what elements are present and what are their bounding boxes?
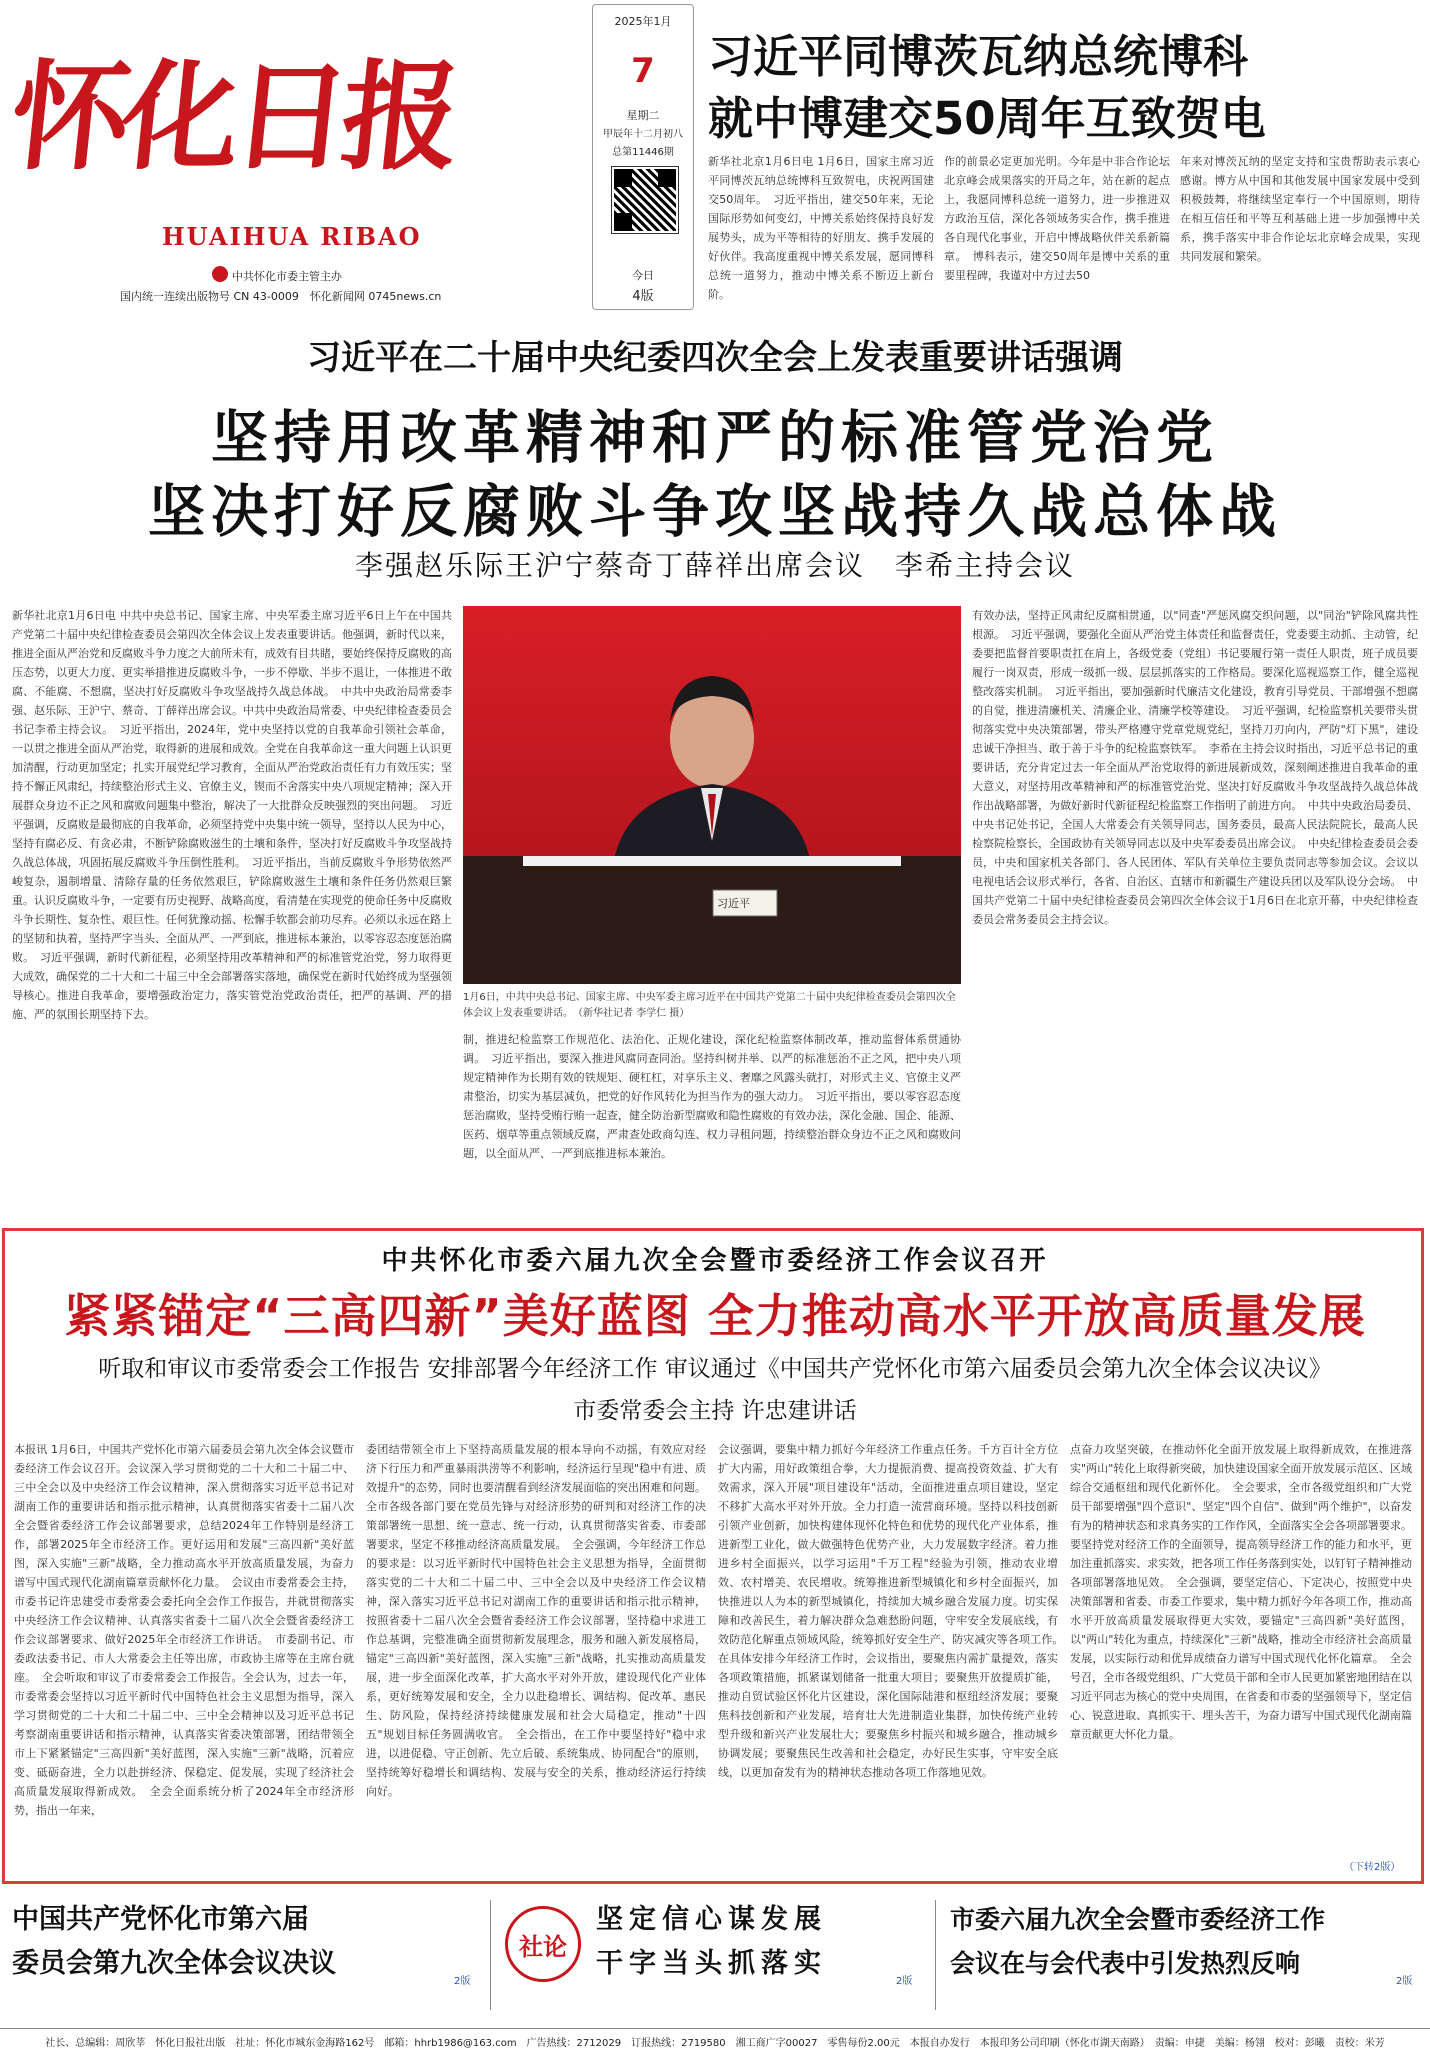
sponsor-logo-icon xyxy=(212,266,228,282)
teaser-2-page[interactable]: 2版 xyxy=(896,1976,913,1987)
teaser-2-line2: 干字当头抓落实 xyxy=(596,1948,827,1979)
local-column-1: 本报讯 1月6日，中国共产党怀化市第六届委员会第九次全体会议暨市委经济工作会议召开。会议深入学习贯彻党的二十大和二十届二中、三中全会以及中央经济工作会议精神，深入贯彻落实习近平总书记对湖南工作的重要讲话和指示批示精神，认真贯彻落实省委十二届八次全会暨省委经济工作会议部署要求，总结2024年工作特别是经济工作，部署2025年全市经济工作。更好运用和发展"三高四新"美好蓝图，深入实施"三新"战略，全力推动高水平开放高质量发展，为奋力谱写中国式现代化湖南篇章贡献怀化力量。 会议由市委常委会主持，市委书记许忠建受市委常委会委托向全会作工作报告，并就贯彻落实中央经济工作会议精神、认真落实省委十二届八次全会暨省委经济工作会议部署要求、做好2025年全市经济工作讲话。 市委副书记、市委政法委书记、市人大常委会主任等出席，市政协主席等在主席台就座。 全会听取和审议了市委常委会工作报告。全会认为，过去一年，市委常委会坚持以习近平新时代中国特色社会主义思想为指导，深入学习贯彻党的二十大和二十届二中、三中全会精神以及习近平总书记考察湖南重要讲话和指示精神，认真落实省委决策部署，团结带领全市上下紧紧锚定"三高四新"美好蓝图，深入实施"三新"战略，沉着应变、砥砺奋进，全力以赴拼经济、保稳定、促发展，实现了经济社会高质量发展取得新成效。 全会全面系统分析了2024年全市经济形势，指出一年来， xyxy=(14,1443,354,1817)
pages-label: 今日 xyxy=(632,269,654,282)
local-column-2: 委团结带领全市上下坚持高质量发展的根本导向不动摇，有效应对经济下行压力和严重暴雨洪涝等不利影响，经济运行呈现"稳中有进、质效提升"的态势，同时也要清醒看到经济发展面临的突出困难和问题。全市各级各部门要在党员先锋与对经济形势的研判和对经济工作的决策部署统一思想、统一意志、统一行动，认真贯彻落实省委、市委部署要求，坚定不移推动经济高质量发展。 全会强调，今年经济工作总的要求是：以习近平新时代中国特色社会主义思想为指导，全面贯彻落实党的二十大和二十届二中、三中全会以及中央经济工作会议精神，深入落实习近平总书记对湖南工作的重要讲话和指示批示精神，按照省委十二届八次全会暨省委经济工作会议部署，坚持稳中求进工作总基调，完整准确全面贯彻新发展理念，服务和融入新发展格局，锚定"三高四新"美好蓝图，深入实施"三新"战略，扎实推动高质量发展，进一步全面深化改革，扩大高水平对外开放，建设现代化产业体系，更好统筹发展和安全，全力以赴稳增长、调结构、促改革、惠民生、防风险，保持经济持续健康发展和社会大局稳定，推动"十四五"规划目标任务圆满收官。 全会指出，在工作中要坚持好"稳中求进，以进促稳、守正创新、先立后破、系统集成、协同配合"的原则，坚持统筹好稳增长和调结构、发展与安全的关系，推动经济运行持续向好。 xyxy=(366,1443,706,1798)
date-lunar: 甲辰年十二月初八 xyxy=(603,129,683,140)
main-subheadline: 李强赵乐际王沪宁蔡奇丁薛祥出席会议 李希主持会议 xyxy=(354,549,1075,582)
speaker-illustration xyxy=(463,606,961,984)
teaser-1-line1: 中国共产党怀化市第六届 xyxy=(12,1904,309,1935)
local-subheadline-1: 听取和审议市委常委会工作报告 安排部署今年经济工作 审议通过《中国共产党怀化市第六届委员会第九次全体会议决议》 xyxy=(98,1356,1332,1382)
footer-imprint: 社长、总编辑：周欣莘 怀化日报社出版 社址：怀化市城东金海路162号 邮箱：hhrb1986@163.com 广告热线：2712029 订报热线：2719580 湘工商广字00027 零售每份2.00元 本报自办发行 本报印务公司印刷（怀化市湖天南路） 责编：申捷 美编：杨翎 校对：彭曦 责校：米芳 xyxy=(0,2028,1430,2049)
teaser-3-line2: 会议在与会代表中引发热烈反响 xyxy=(950,1949,1301,1978)
local-column-4: 点奋力攻坚突破，在推动怀化全面开放发展上取得新成效，在推进落实"两山"转化上取得新突破，加快建设国家全面开放发展示范区、区域综合交通枢纽和现代化新怀化。 全会要求，全市各级党组织和广大党员干部要增强"四个意识"、坚定"四个自信"、做到"两个维护"，以奋发有为的精神状态和求真务实的工作作风，全面落实全会各项部署要求。要坚持党对经济工作的全面领导，提高领导经济工作的能力和水平，更加注重抓落实、求实效，把各项工作任务落到实处，以钉钉子精神推动各项部署落地见效。 全会强调，要坚定信心、下定决心，按照党中央决策部署和省委、市委工作要求，集中精力抓好今年各项工作，推动高水平开放高质量发展取得更大实效，要锚定"三高四新"美好蓝图，以"两山"转化为重点，持续深化"三新"战略，推动全市经济社会高质量发展，以实际行动和优异成绩奋力谱写中国式现代化怀化篇章。 全会号召，全市各级党组织、广大党员干部和全市人民更加紧密地团结在以习近平同志为核心的党中央周围，在省委和市委的坚强领导下，坚定信心、锐意进取、真抓实干、埋头苦干，为奋力谱写中国式现代化湖南篇章贡献更大怀化力量。 xyxy=(1070,1443,1412,1741)
main-column-1: 新华社北京1月6日电 中共中央总书记、国家主席、中央军委主席习近平6日上午在中国共产党第二十届中央纪律检查委员会第四次全体会议上发表重要讲话。他强调，新时代以来，推进全面从严治党和反腐败斗争力度之大前所未有，成效有目共睹，要始终保持反腐败的高压态势，以更大力度、更实举措推进反腐败斗争，一步不停歇、半步不退让，一体推进不敢腐、不能腐、不想腐，坚决打好反腐败斗争攻坚战持久战总体战。 中共中央政治局常委李强、赵乐际、王沪宁、蔡奇、丁薛祥出席会议。中共中央政治局常委、中央纪律检查委员会书记李希主持会议。 习近平指出，2024年，党中央坚持以党的自我革命引领社会革命，一以贯之推进全面从严治党，取得新的进展和成效。全党在自我革命这一重大问题上认识更加清醒，行动更加坚定；扎实开展党纪学习教育，全面从严治党政治责任有力有效压实；坚持不懈正风肃纪，持续整治形式主义、官僚主义，锲而不舍落实中央八项规定精神；深入开展群众身边不正之风和腐败问题集中整治，解决了一大批群众反映强烈的突出问题。 习近平强调，反腐败是最彻底的自我革命，必须坚持党中央集中统一领导，坚持以人民为中心，坚持有腐必反、有贪必肃，不断铲除腐败滋生的土壤和条件，坚决打好反腐败斗争攻坚战持久战总体战，巩固拓展反腐败斗争压倒性胜利。 习近平指出，当前反腐败斗争形势依然严峻复杂，遏制增量、清除存量的任务依然艰巨，铲除腐败滋生土壤和条件任务仍然艰巨繁重。认识反腐败斗争，一定要有历史视野、战略高度，看清楚在实现党的使命任务中反腐败斗争长期性、复杂性、艰巨性。任何犹豫动摇、松懈手软都会前功尽弃。必须以永远在路上的坚韧和执着，坚持严字当头、全面从严、一严到底，推进标本兼治，以零容忍态度惩治腐败。 习近平强调，新时代新征程，必须坚持用改革精神和严的标准管党治党，努力取得更大成效，确保党的二十大和二十届三中全会部署落实落地，确保党在新时代始终成为坚强领导核心。推进自我革命，要增强政治定力，落实管党治党政治责任，把严的基调、严的措施、严的氛围长期坚持下去。 xyxy=(12,609,452,1021)
date-year-month: 2025年1月 xyxy=(614,15,672,28)
pages-count: 4版 xyxy=(632,289,654,304)
teaser-1-page[interactable]: 2版 xyxy=(454,1976,471,1987)
teaser-resolution[interactable] xyxy=(12,1898,472,1986)
teaser-2-line1: 坚定信心谋发展 xyxy=(596,1904,827,1935)
issue-number: 总第11446期 xyxy=(612,147,674,158)
main-headline-line2[interactable]: 坚决打好反腐败斗争攻坚战持久战总体战 xyxy=(148,479,1282,545)
local-kicker: 中共怀化市委六届九次全会暨市委经济工作会议召开 xyxy=(381,1246,1049,1276)
qr-code-icon[interactable] xyxy=(612,167,678,233)
local-column-3: 会议强调，要集中精力抓好今年经济工作重点任务。千方百计全方位扩大内需，用好政策组合拳，大力提振消费、提高投资效益、扩大有效需求，深入开展"项目建设年"活动，全面推进重点项目建设，坚定不移扩大高水平对外开放。全力打造一流营商环境。坚持以科技创新引领产业创新，加快构建体现怀化特色和优势的现代化产业体系，推进新型工业化，做大做强特色优势产业，大力发展数字经济。着力推进乡村全面振兴，以学习运用"千万工程"经验为引领，推动农业增效、农村增美、农民增收。统筹推进新型城镇化和乡村全面振兴，加快推进以人为本的新型城镇化，持续加大城乡融合发展力度。切实保障和改善民生，着力解决群众急难愁盼问题，守牢安全发展底线，有效防范化解重点领域风险，统筹抓好安全生产、防灾减灾等各项工作。 在具体安排今年经济工作时，会议指出，要聚焦内需扩量提效，落实各项政策措施，抓紧谋划储备一批重大项目；要聚焦开放提质扩能，推动自贸试验区怀化片区建设，深化国际陆港和枢纽经济发展；要聚焦科技创新和产业发展，培育壮大先进制造业集群，加快传统产业转型升级和新兴产业发展壮大；要聚焦乡村振兴和城乡融合，推动城乡协调发展；要聚焦民生改善和社会稳定，办好民生实事，守牢安全底线，以更加奋发有为的精神状态推动各项工作落地见效。 xyxy=(718,1443,1069,1779)
main-column-2: 制，推进纪检监察工作规范化、法治化、正规化建设，深化纪检监察体制改革，推动监督体系贯通协调。 习近平指出，要深入推进风腐同查同治。坚持纠树并举、以严的标准惩治不正之风，把中央八项规定精神作为长期有效的铁规矩、硬杠杠，对享乐主义、奢靡之风露头就打，对形式主义、官僚主义严肃整治，切实为基层减负，把党的好作风转化为担当作为的强大动力。 习近平指出，要以零容忍态度惩治腐败，坚持受贿行贿一起查，健全防治新型腐败和隐性腐败的有效办法，深化金融、国企、能源、医药、烟草等重点领域反腐，严肃查处政商勾连、权力寻租问题，持续整治群众身边不正之风和腐败问题，以全面从严、一严到底推进标本兼治。 xyxy=(463,1033,961,1160)
lead1-headline[interactable] xyxy=(708,26,1420,150)
lead1-column-2: 作的前景必定更加光明。今年是中非合作论坛北京峰会成果落实的开局之年，站在新的起点上，我愿同博科总统一道努力，进一步推进双方政治互信，深化各领域务实合作，携手推进各自现代化事业，开启中博战略伙伴关系新篇章。 博科表示，建交50周年是博中关系的重要里程碑，我谨对中方过去50 xyxy=(944,155,1170,282)
masthead-sponsor: 中共怀化市委主管主办 xyxy=(232,270,342,283)
photo-nameplate: 习近平 xyxy=(717,897,750,910)
lead1-column-3: 年来对博茨瓦纳的坚定支持和宝贵帮助表示衷心感谢。博方从中国和其他发展中国家发展中受到积极鼓舞，将继续坚定奉行一个中国原则，期待在相互信任和平等互利基础上进一步加强博中关系，携手落实中非合作论坛北京峰会成果，实现共同发展和繁荣。 xyxy=(1180,155,1420,263)
lead1-headline-line1: 习近平同博茨瓦纳总统博科 xyxy=(708,30,1249,83)
teaser-reaction[interactable] xyxy=(950,1898,1420,1986)
teaser-3-line1: 市委六届九次全会暨市委经济工作 xyxy=(950,1905,1326,1934)
teaser-editorial[interactable] xyxy=(596,1898,896,1986)
continued-link[interactable]: （下转2版） xyxy=(1344,1862,1401,1873)
date-weekday: 星期二 xyxy=(626,109,660,122)
date-box xyxy=(592,4,694,310)
date-day: 7 xyxy=(631,51,655,91)
masthead-pinyin: HUAIHUA RIBAO xyxy=(162,222,422,251)
photo-caption: 1月6日，中共中央总书记、国家主席、中央军委主席习近平在中国共产党第二十届中央纪律检查委员会第四次全体会议上发表重要讲话。 （新华社记者 李学仁 摄） xyxy=(463,992,956,1019)
teaser-3-page[interactable]: 2版 xyxy=(1396,1976,1413,1987)
teaser-1-line2: 委员会第九次全体会议决议 xyxy=(12,1948,336,1979)
local-headline[interactable]: 紧紧锚定“三高四新”美好蓝图 全力推动高水平开放高质量发展 xyxy=(64,1289,1366,1343)
lead1-column-1: 新华社北京1月6日电 1月6日，国家主席习近平同博茨瓦纳总统博科互致贺电，庆祝两国建交50周年。 习近平指出，建交50年来，无论国际形势如何变幻，中博关系始终保持良好发展势头，成为平等相待的好朋友、携手发展的好伙伴。我高度重视中博关系发展，愿同博科总统一道努力，推动中博关系不断迈上新台阶。 xyxy=(708,155,934,301)
local-subheadline-2: 市委常委会主持 许忠建讲话 xyxy=(573,1398,857,1424)
main-column-3: 有效办法，坚持正风肃纪反腐相贯通，以"同查"严惩风腐交织问题，以"同治"铲除风腐共性根源。 习近平强调，要强化全面从严治党主体责任和监督责任，党委要主动抓、主动管，纪委要把监督首要职责扛在肩上，各级党委（党组）书记要履行第一责任人职责，班子成员要履行一岗双责，形成一级抓一级、层层抓落实的工作格局。要深化巡视巡察工作，健全巡视整改落实机制。 习近平指出，要加强新时代廉洁文化建设，教育引导党员、干部增强不想腐的自觉，推进清廉机关、清廉企业、清廉学校等建设。 习近平强调，纪检监察机关要带头贯彻落实党中央决策部署，带头严格遵守党章党规党纪，坚持刀刃向内，严防"灯下黑"，建设忠诚干净担当、敢于善于斗争的纪检监察铁军。 李希在主持会议时指出，习近平总书记的重要讲话，充分肯定过去一年全面从严治党取得的新进展新成效，深刻阐述推进自我革命的重大意义，对坚持用改革精神和严的标准管党治党、坚决打好反腐败斗争攻坚战持久战总体战作出战略部署，为做好新时代新征程纪检监察工作指明了前进方向。 中共中央政治局委员、中央书记处书记，全国人大常委会有关领导同志，国务委员，最高人民法院院长，最高人民检察院检察长，全国政协有关领导同志以及中央军委委员出席会议。 中央纪律检查委员会委员，中央和国家机关各部门、各人民团体、军队有关单位主要负责同志等参加会议。会议以电视电话会议形式举行，各省、自治区、直辖市和新疆生产建设兵团以及军队设分会场。 中国共产党第二十届中央纪律检查委员会第四次全体会议于1月6日在北京开幕，中央纪律检查委员会常务委员会主持会议。 xyxy=(972,609,1418,926)
main-kicker: 习近平在二十届中央纪委四次全会上发表重要讲话强调 xyxy=(307,338,1123,378)
editorial-badge: 社论 xyxy=(505,1906,581,1982)
masthead-publication-code: 国内统一连续出版物号 CN 43-0009 怀化新闻网 0745news.cn xyxy=(120,290,442,303)
masthead-logo: 怀化日报 xyxy=(4,47,460,186)
lead1-headline-line2: 就中博建交50周年互致贺电 xyxy=(708,92,1266,145)
news-photo[interactable] xyxy=(463,606,961,984)
main-headline-line1[interactable]: 坚持用改革精神和严的标准管党治党 xyxy=(211,405,1219,471)
